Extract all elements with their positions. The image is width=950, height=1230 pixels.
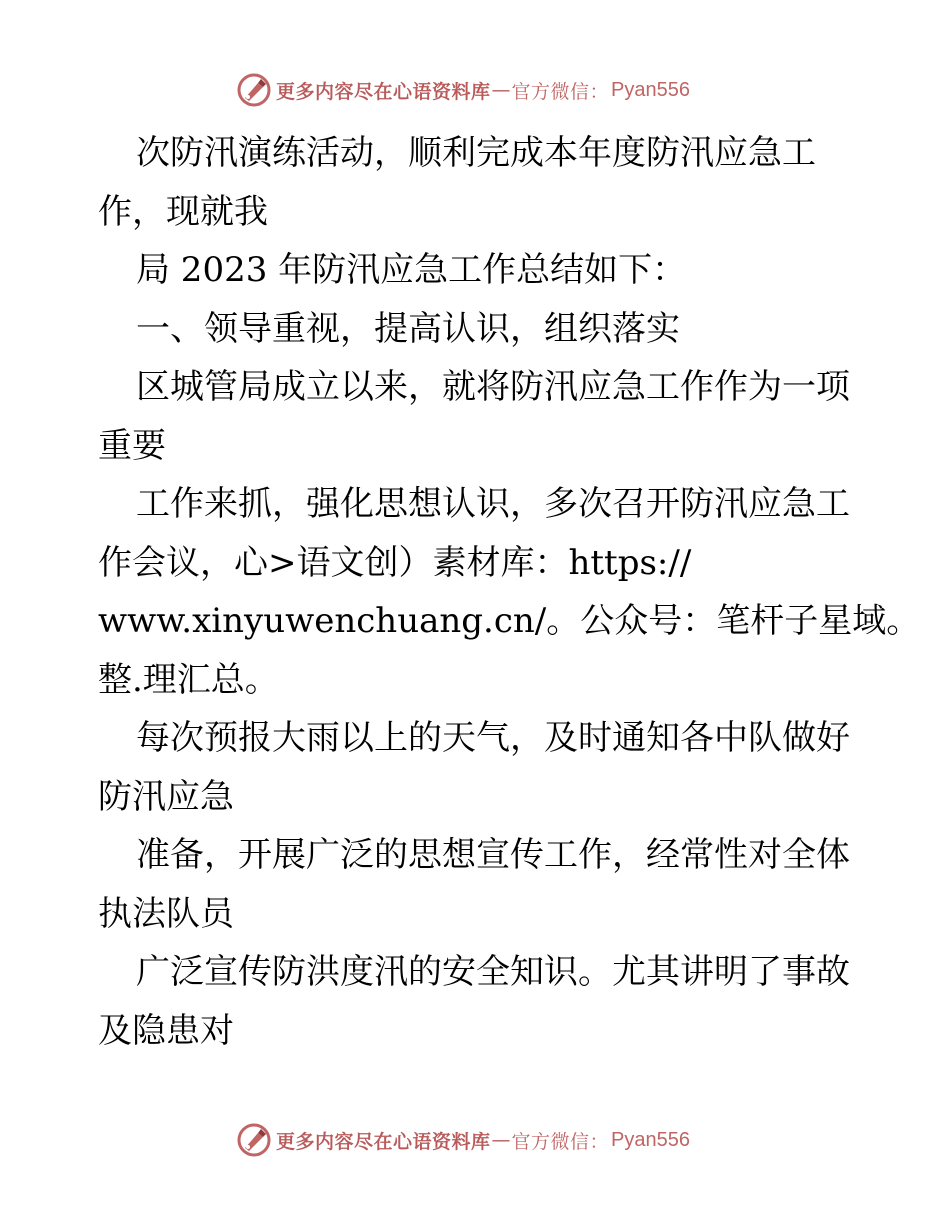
text-line: 区城管局成立以来，就将防汛应急工作作为一项 bbox=[136, 367, 850, 407]
text-line: 广泛宣传防洪度汛的安全知识。尤其讲明了事故 bbox=[136, 952, 850, 992]
text-line: 执法队员 bbox=[98, 893, 234, 934]
text-line: 重要 bbox=[98, 425, 166, 466]
text-line: 及隐患对 bbox=[98, 1010, 234, 1051]
banner-wechat-id: Pyan556 bbox=[611, 78, 690, 101]
text-line: 次防汛演练活动，顺利完成本年度防汛应急工 bbox=[136, 133, 816, 173]
banner-separator: — bbox=[491, 79, 511, 101]
document-body bbox=[98, 124, 921, 1060]
banner-text: 更多内容尽在心语资料库 bbox=[276, 80, 491, 103]
text-line: 整.理汇总。 bbox=[98, 659, 279, 700]
text-line: 工作来抓，强化思想认识，多次召开防汛应急工 bbox=[136, 484, 850, 524]
banner-text: 更多内容尽在心语资料库 bbox=[276, 1130, 491, 1153]
text-line: 防汛应急 bbox=[98, 776, 234, 817]
banner-wechat-label: 官方微信： bbox=[511, 80, 610, 103]
text-line: 局 2023 年防汛应急工作总结如下： bbox=[136, 250, 687, 290]
pen-logo-icon bbox=[236, 72, 272, 108]
header-banner bbox=[0, 70, 950, 110]
text-line: 每次预报大雨以上的天气，及时通知各中队做好 bbox=[136, 718, 850, 758]
text-line: 作会议，心>语文创）素材库：https:// bbox=[98, 542, 692, 583]
footer-banner bbox=[0, 1120, 950, 1160]
text-line: www.xinyuwenchuang.cn/。公众号：笔杆子星域。 bbox=[98, 601, 921, 641]
text-line: 准备，开展广泛的思想宣传工作，经常性对全体 bbox=[136, 835, 850, 875]
banner-wechat-id: Pyan556 bbox=[611, 1128, 690, 1151]
banner-wechat-label: 官方微信： bbox=[511, 1130, 610, 1153]
section-heading: 一、领导重视，提高认识，组织落实 bbox=[136, 308, 680, 349]
text-line: 作，现就我 bbox=[98, 191, 268, 232]
banner-separator: — bbox=[491, 1129, 511, 1151]
pen-logo-icon bbox=[236, 1122, 272, 1158]
